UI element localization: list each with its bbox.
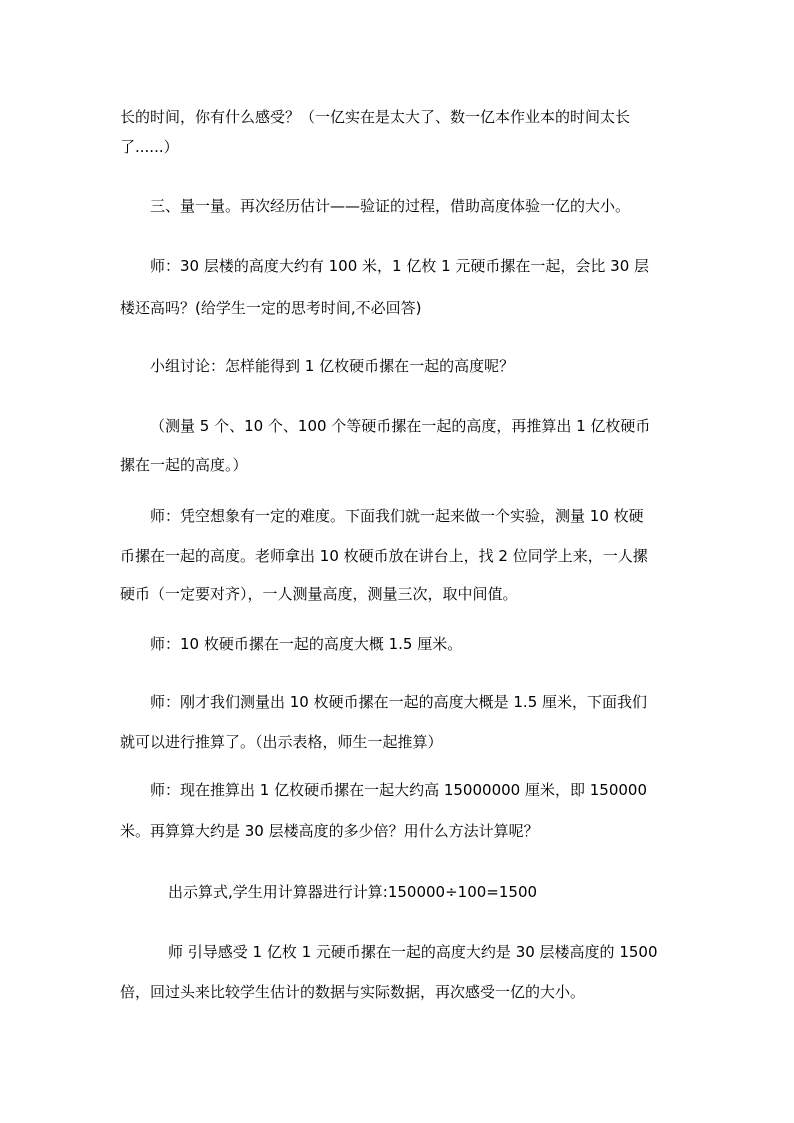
text-line-2: 了......） — [120, 138, 179, 156]
text-line-12: 师：10 枚硬币摞在一起的高度大概 1.5 厘米。 — [150, 635, 463, 653]
text-line-5: 楼还高吗？(给学生一定的思考时间,不必回答) — [120, 299, 422, 317]
text-line-14: 就可以进行推算了。（出示表格，师生一起推算） — [120, 733, 443, 751]
text-line-16: 米。再算算大约是 30 层楼高度的多少倍？用什么方法计算呢？ — [120, 822, 539, 840]
text-line-10: 币摞在一起的高度。老师拿出 10 枚硬币放在讲台上，找 2 位同学上来，一人摞 — [120, 547, 648, 565]
text-line-1: 长的时间，你有什么感受？（一亿实在是太大了、数一亿本作业本的时间太长 — [120, 108, 631, 126]
text-line-6: 小组讨论：怎样能得到 1 亿枚硬币摞在一起的高度呢？ — [150, 357, 515, 375]
text-line-11: 硬币（一定要对齐），一人测量高度，测量三次，取中间值。 — [120, 585, 518, 603]
text-line-15: 师：现在推算出 1 亿枚硬币摞在一起大约高 15000000 厘米，即 150000 — [150, 781, 647, 799]
text-line-18: 师 引导感受 1 亿枚 1 元硬币摞在一起的高度大约是 30 层楼高度的 1500 — [168, 943, 658, 961]
text-line-19: 倍，回过头来比较学生估计的数据与实际数据，再次感受一亿的大小。 — [120, 983, 586, 1001]
text-line-8: 摞在一起的高度。） — [120, 456, 248, 474]
text-line-13: 师：刚才我们测量出 10 枚硬币摞在一起的高度大概是 1.5 厘米，下面我们 — [150, 693, 648, 711]
text-line-4: 师：30 层楼的高度大约有 100 米，1 亿枚 1 元硬币摞在一起，会比 30 层 — [150, 257, 650, 275]
text-line-9: 师：凭空想象有一定的难度。下面我们就一起来做一个实验，测量 10 枚硬 — [150, 507, 644, 525]
text-line-7: （测量 5 个、10 个、100 个等硬币摞在一起的高度，再推算出 1 亿枚硬币 — [150, 417, 651, 435]
formula-line: 出示算式,学生用计算器进行计算:150000÷100=1500 — [168, 883, 538, 901]
section-heading: 三、量一量。再次经历估计——验证的过程，借助高度体验一亿的大小。 — [150, 197, 631, 215]
